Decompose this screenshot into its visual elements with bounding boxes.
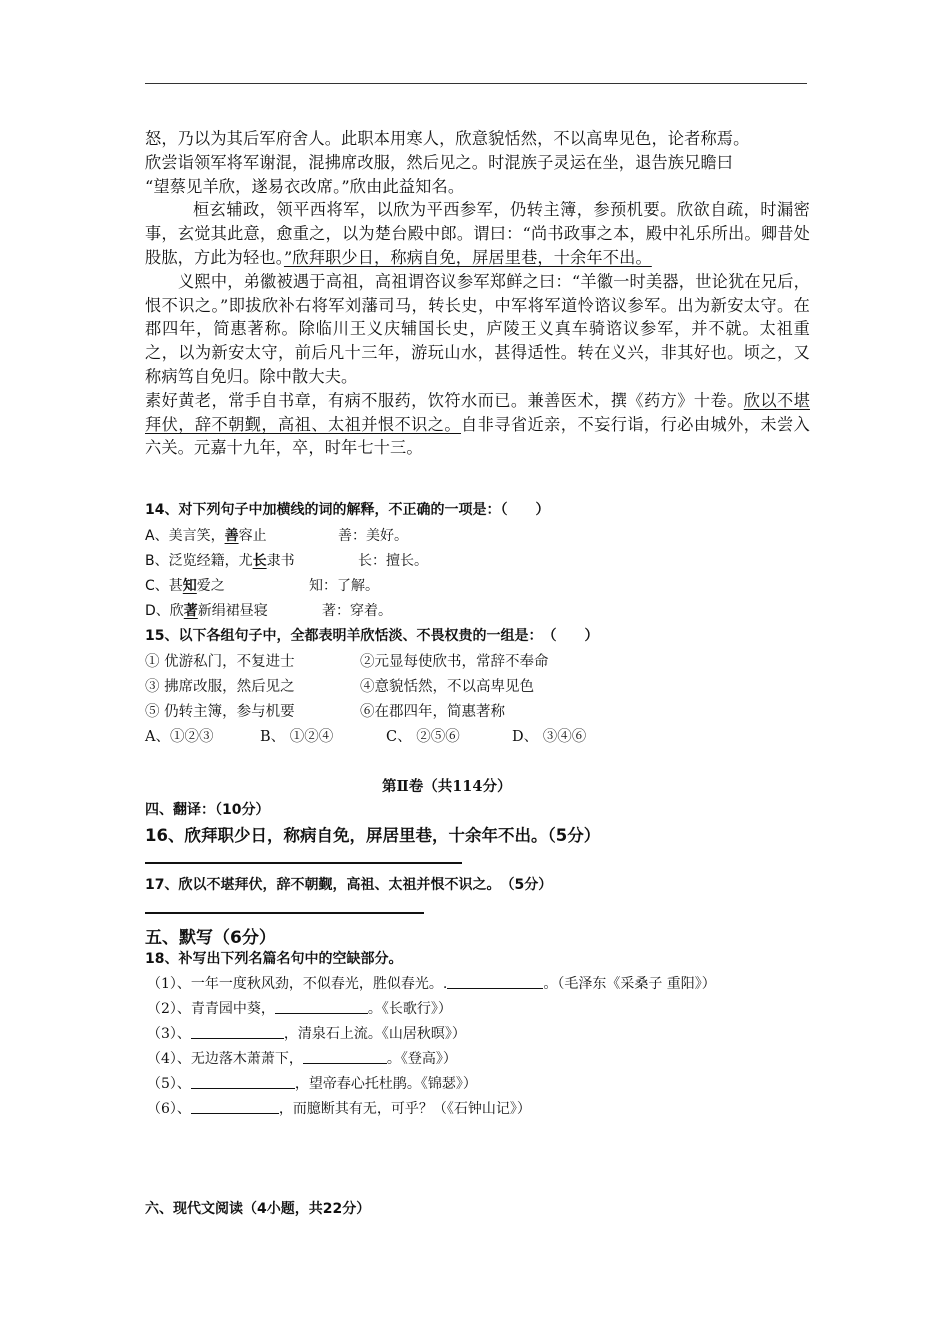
underlined-sentence-17: 欣以不堪拜伏，辞不朝觐，高祖、太祖并恨不识之。 (145, 390, 810, 434)
fill-line-3: （3）、 ，清泉石上流。《山居秋暝》） (147, 1023, 466, 1043)
question-15-stem: 15、以下各组句子中，全都表明羊欣恬淡、不畏权贵的一组是： （ ） (145, 628, 599, 644)
q14-option-a: A、美言笑，善容止 (145, 528, 267, 544)
blank-2[interactable] (275, 998, 368, 1014)
blank-6[interactable] (191, 1098, 279, 1114)
q14-option-d-gloss: 著：穿着。 (322, 603, 392, 619)
fill-line-4: （4）、无边落木萧萧下， 。《登高》） (147, 1048, 457, 1068)
fill-line-6: （6）、 ，而臆断其有无，可乎？（《石钟山记》） (147, 1098, 531, 1118)
q15-answer-d: D、 ③④⑥ (512, 729, 587, 745)
question-16: 16、欣拜职少日，称病自免，屏居里巷，十余年不出。（5分） (145, 826, 601, 845)
classical-passage (145, 127, 810, 460)
section-6-title: 六、现代文阅读（4小题，共22分） (145, 1201, 371, 1217)
question-18: 18、补写出下列名篇名句中的空缺部分。 (145, 951, 403, 967)
q15-item-5: ⑤ 仍转主簿，参与机要 (145, 704, 295, 720)
q14-option-b: B、泛览经籍，尤长隶书 (145, 553, 295, 569)
q15-item-1: ① 优游私门，不复进士 (145, 654, 295, 670)
q14-option-c: C、甚知爱之 (145, 578, 225, 594)
header-rule (145, 83, 807, 84)
q14-option-b-gloss: 长：擅长。 (358, 553, 428, 569)
passage-line: 欣尝诣领军将军谢混，混拂席改服，然后见之。时混族子灵运在坐，退告族兄瞻曰 (145, 152, 734, 172)
passage-line: 怒，乃以为其后军府舍人。此职本用寒人，欣意貌恬然，不以高卑见色，论者称焉。 (145, 129, 750, 148)
blank-5[interactable] (191, 1073, 295, 1089)
question-14-stem: 14、对下列句子中加横线的词的解释，不正确的一项是：（ ） (145, 502, 550, 518)
q15-item-4: ④意貌恬然，不以高卑见色 (360, 679, 534, 695)
fill-line-5: （5）、 ，望帝春心托杜鹃。《锦瑟》） (147, 1073, 477, 1093)
answer-line-17 (145, 912, 424, 914)
answer-line-16 (145, 862, 462, 864)
blank-3[interactable] (191, 1023, 284, 1039)
passage-paragraph-4 (145, 389, 810, 460)
passage-text: 自非寻省近亲，不妄行诣，行必由城外，未尝入六关。元嘉十九年，卒，时年七十三。 (145, 414, 810, 458)
passage-paragraph-3: 义熙中，弟徽被遇于高祖，高祖谓咨议参军郑鲜之曰：“羊徽一时美器，世论犹在兄后，恨不识之。”即拔欣补右将军刘藩司马，转长史，中军将军道怜谘议参军。出为新安太守。在郡四年，简惠著称。除临川王义庆辅国长史，庐陵王义真车骑谘议参军，并不就。太祖重之，以为新安太守，前后凡十三年，游玩山水，甚得适性。转在义兴，非其好也。顷之，又称病笃自免归。除中散大夫。 (145, 271, 810, 386)
q15-answer-b: B、 ①②④ (260, 729, 334, 745)
q15-item-2: ②元显每使欣书，常辞不奉命 (360, 654, 549, 670)
passage-text: 素好黄老，常手自书章，有病不服药，饮符水而已。兼善医术，撰《药方》十卷。 (145, 390, 744, 410)
section-5-title: 五、默写（6分） (145, 928, 276, 948)
underlined-sentence-16: ”欣拜职少日，称病自免，屏居里巷，十余年不出。 (283, 247, 652, 267)
q15-answer-c: C、 ②⑤⑥ (386, 729, 460, 745)
q15-item-6: ⑥在郡四年，简惠著称 (360, 704, 505, 720)
part-2-title: 第Ⅱ卷（共114分） (382, 778, 512, 795)
q15-item-3: ③ 拂席改服，然后见之 (145, 679, 295, 695)
question-17: 17、欣以不堪拜伏，辞不朝觐，高祖、太祖并恨不识之。 （5分） (145, 877, 553, 893)
q14-option-d: D、欣著新绢裙昼寝 (145, 603, 268, 619)
q14-option-c-gloss: 知：了解。 (309, 578, 379, 594)
blank-1[interactable] (447, 973, 543, 989)
passage-text: 桓玄辅政，领平西将军，以欣为平西参军，仍转主簿，参预机要。欣欲自疏，时漏密事，玄觉其此意，愈重之，以为楚台殿中郎。谓曰：“尚书政事之本，殿中礼乐所出。卿昔处股肱，方此为轻也。 (145, 200, 810, 267)
passage-line: “望蔡见羊欣，遂易衣改席。”欣由此益知名。 (145, 176, 465, 196)
q14-option-a-gloss: 善：美好。 (338, 528, 408, 544)
passage-paragraph-2 (145, 198, 810, 269)
fill-line-1: （1）、一年一度秋风劲，不似春光，胜似春光。. 。（毛泽东《采桑子 重阳》） (147, 973, 716, 993)
q15-answer-a: A、①②③ (145, 729, 214, 745)
blank-4[interactable] (303, 1048, 387, 1064)
section-4-title: 四、翻译：（10分） (145, 802, 270, 818)
fill-line-2: （2）、青青园中葵， 。《长歌行》） (147, 998, 452, 1018)
